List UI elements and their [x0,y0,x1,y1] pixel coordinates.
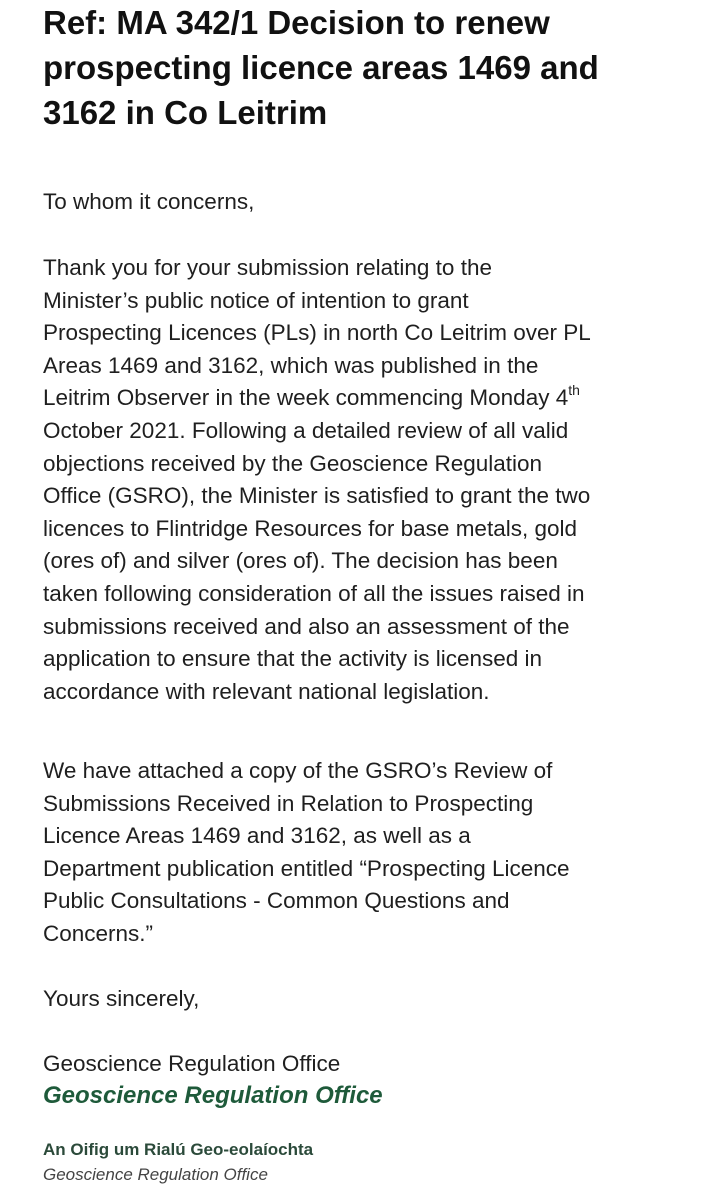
email-paragraph-1 [43,252,703,708]
email-paragraph-2 [43,755,703,951]
paragraph-line: Submissions Received in Relation to Prospecting [43,790,534,816]
paragraph-line: licences to Flintridge Resources for base metals, gold [43,515,578,541]
paragraph-line: Concerns.” [43,920,154,946]
paragraph-line: application to ensure that the activity is licensed in [43,646,543,672]
paragraph-line: Department publication entitled “Prospecting Licence [43,855,570,881]
paragraph-line: October 2021. Following a detailed review of all valid [43,417,569,443]
paragraph-line: Thank you for your submission relating to the [43,255,492,280]
paragraph-line: submissions received and also an assessment of the [43,613,570,639]
paragraph-line: Areas 1469 and 3162, which was published in the [43,352,539,378]
signature-english-name: Geoscience Regulation Office [43,1165,268,1184]
subject-line: Ref: MA 342/1 Decision to renew [43,4,550,41]
subject-line: 3162 in Co Leitrim [43,94,328,131]
signature-name: Geoscience Regulation Office [43,1051,341,1076]
subject-line: prospecting licence areas 1469 and [43,49,599,86]
paragraph-line: Prospecting Licences (PLs) in north Co Leitrim over PL [43,320,591,346]
paragraph-line: Minister’s public notice of intention to grant [43,287,469,313]
paragraph-line: Office (GSRO), the Minister is satisfied to grant the two [43,483,591,509]
email-subject [43,0,703,135]
paragraph-line [43,382,703,415]
paragraph-line: objections received by the Geoscience Regulation [43,450,543,476]
paragraph-line: (ores of) and silver (ores of). The decision has been [43,548,558,574]
paragraph-line: Public Consultations - Common Questions and [43,888,510,914]
paragraph-line: Licence Areas 1469 and 3162, as well as a [43,823,471,849]
signature-irish-name: An Oifig um Rialú Geo-eolaíochta [43,1140,314,1159]
paragraph-line: We have attached a copy of the GSRO’s Review of [43,758,553,783]
paragraph-line: accordance with relevant national legislation. [43,678,490,704]
paragraph-line: taken following consideration of all the issues raised in [43,580,585,606]
signature-brand-name: Geoscience Regulation Office [43,1082,383,1109]
email-greeting: To whom it concerns, [43,189,255,214]
email-closing: Yours sincerely, [43,986,200,1011]
ordinal-suffix: th [568,382,580,399]
date-text: Leitrim Observer in the week commencing Monday 4 [43,385,569,411]
